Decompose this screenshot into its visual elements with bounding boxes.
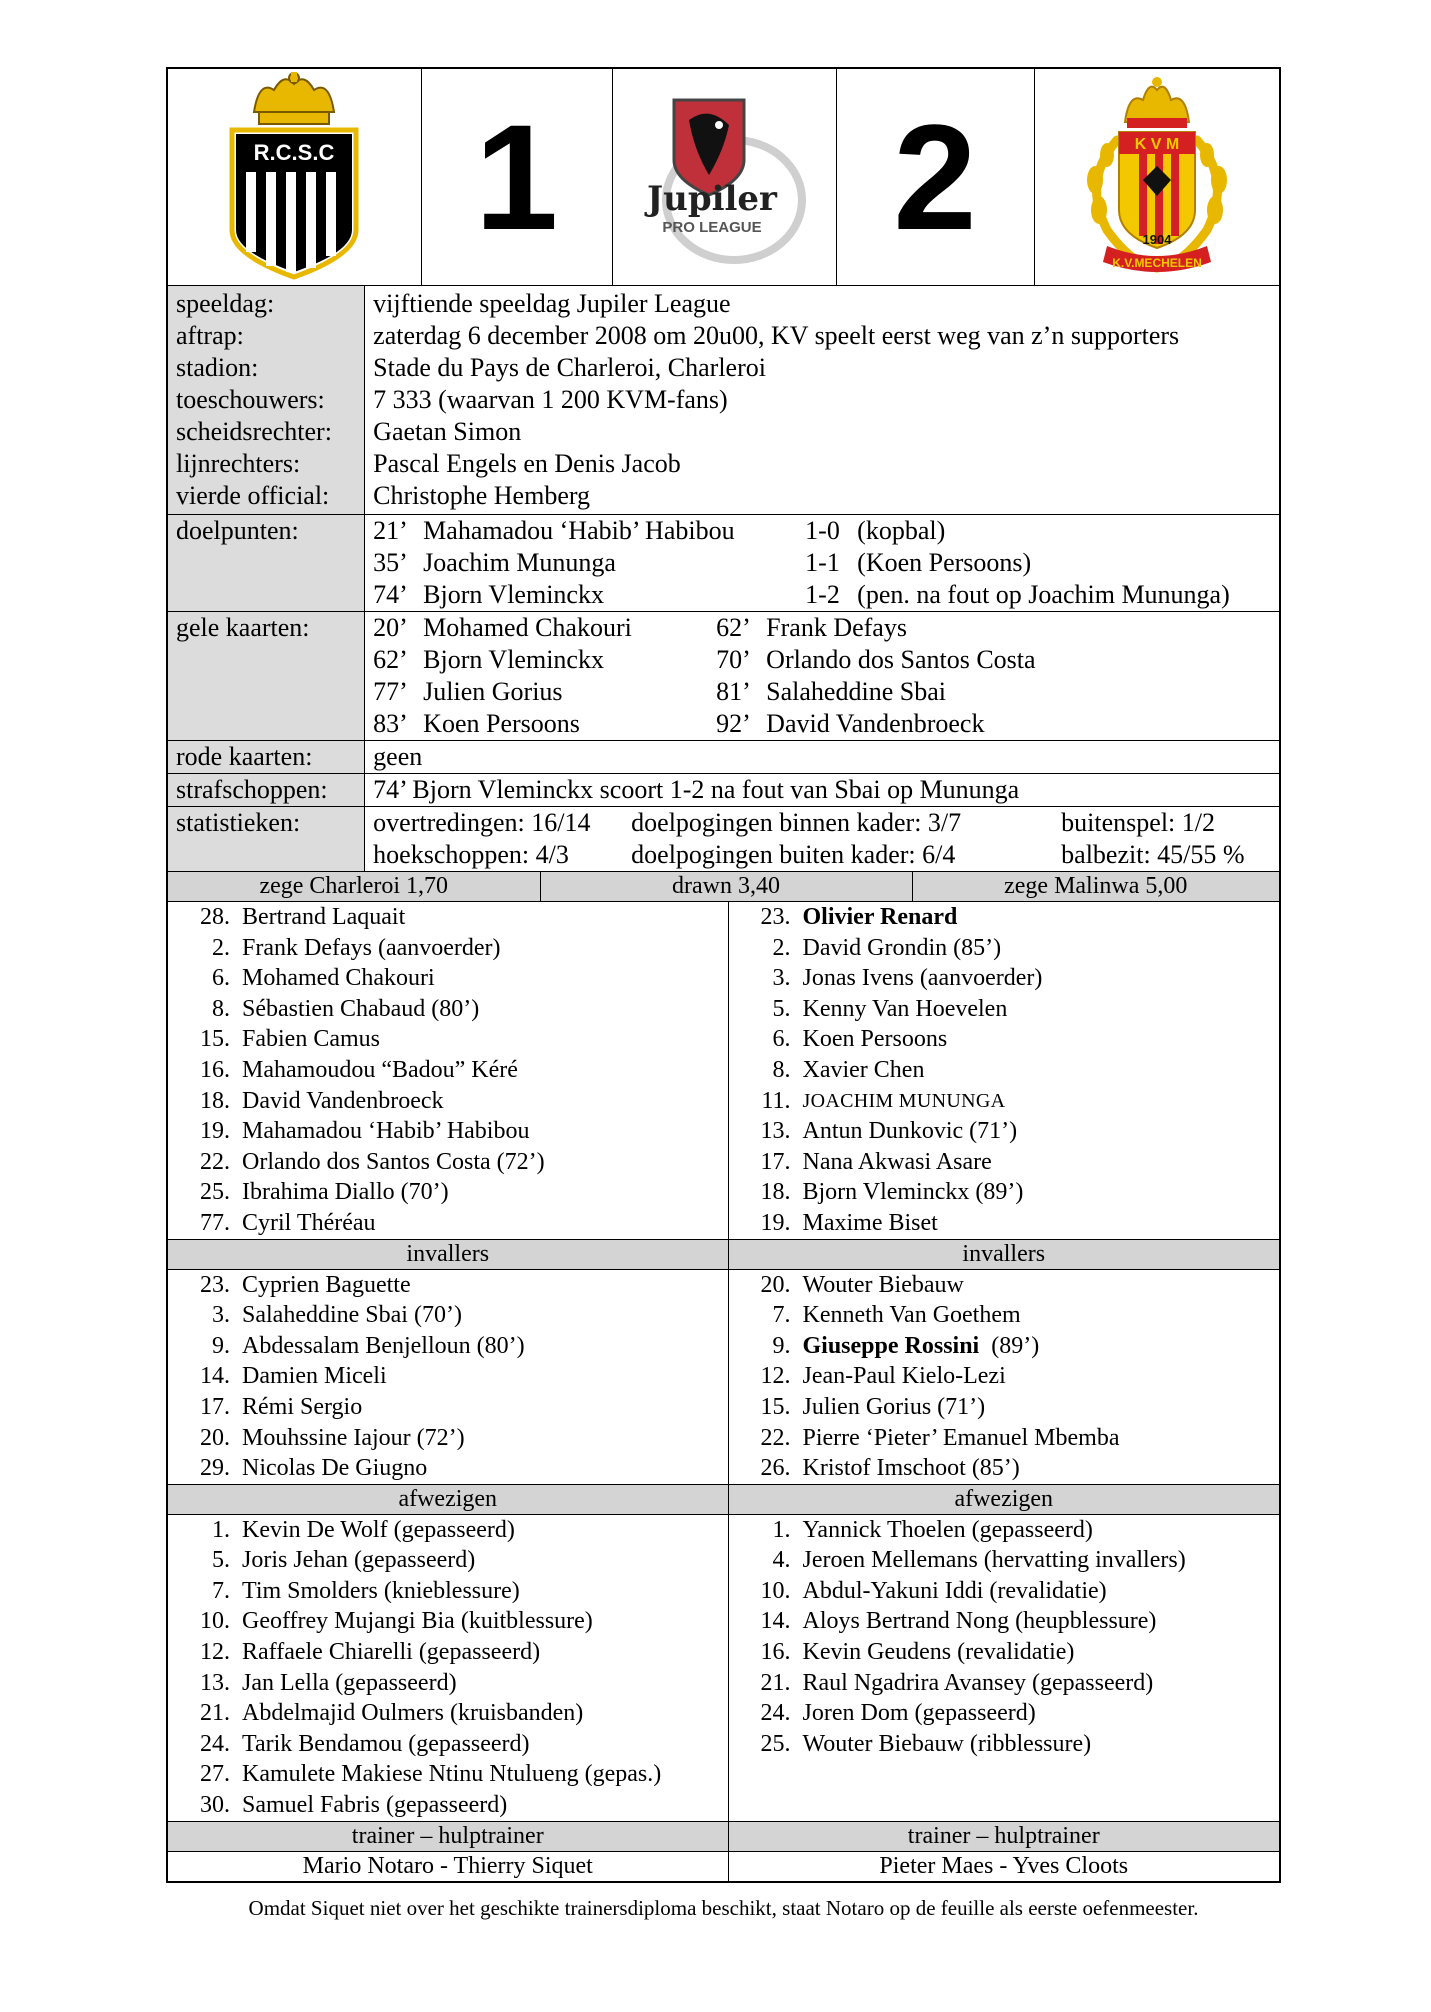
away-logo-year: 1904	[1142, 231, 1172, 247]
info-value: zaterdag 6 december 2008 om 20u00, KV speelt eerst weg van z’n supporters	[373, 321, 1180, 350]
shirt-number: 10.	[200, 1608, 230, 1635]
list-item	[168, 1576, 728, 1607]
entry-text: overtredingen: 16/14	[373, 808, 591, 837]
card-row	[373, 676, 1279, 708]
entry-text: 70’	[716, 645, 751, 674]
home-absent-header: afwezigen	[168, 1484, 728, 1514]
red-label: rode kaarten:	[176, 742, 313, 771]
stats-row	[373, 839, 1279, 871]
card-row	[373, 612, 1279, 644]
entry-text: Kamulete Makiese Ntinu Ntulueng (gepas.)	[242, 1761, 662, 1788]
entry-text: Jean-Paul Kielo-Lezi	[802, 1363, 1006, 1390]
shirt-number: 8.	[212, 995, 230, 1022]
info-value: vijftiende speeldag Jupiler League	[373, 289, 731, 318]
shirt-number: 17.	[760, 1148, 791, 1175]
entry-text: Julien Gorius (71’)	[802, 1393, 986, 1420]
list-item	[168, 1545, 728, 1576]
shirt-number: 30.	[200, 1792, 230, 1819]
list-item	[168, 1759, 728, 1790]
entry-text: Abdul-Yakuni Iddi (revalidatie)	[802, 1577, 1107, 1604]
shirt-number: 14.	[200, 1363, 230, 1390]
away-logo	[1034, 69, 1279, 285]
info-label: toeschouwers:	[176, 385, 325, 414]
entry-text: 77’	[373, 677, 408, 706]
list-item	[729, 1086, 1280, 1117]
list-item	[729, 1270, 1280, 1301]
list-item	[168, 1086, 728, 1117]
list-item	[168, 1637, 728, 1668]
entry-text: 81’	[716, 677, 751, 706]
stats-label: statistieken:	[176, 808, 301, 837]
entry-text: David Grondin (85’)	[802, 934, 1002, 961]
entry-text: Orlando dos Santos Costa (72’)	[242, 1148, 545, 1175]
shirt-number: 17.	[200, 1393, 230, 1420]
shirt-number: 3.	[212, 1302, 230, 1329]
match-sheet	[166, 67, 1281, 1883]
info-value: Gaetan Simon	[373, 417, 522, 446]
entry-text: Raffaele Chiarelli (gepasseerd)	[242, 1639, 541, 1666]
cards-block	[167, 612, 1280, 741]
list-item	[168, 1453, 728, 1484]
goals-block	[167, 515, 1280, 612]
entry-text: Olivier Renard	[802, 904, 958, 930]
info-label: lijnrechters:	[176, 449, 301, 478]
shirt-number: 28.	[200, 904, 230, 930]
penalties-value: 74’ Bjorn Vleminckx scoort 1-2 na fout van Sbai op Mununga	[373, 775, 1020, 804]
entry-text: Antun Dunkovic (71’)	[802, 1118, 1018, 1145]
league-logo-main: Jupiler	[647, 178, 777, 219]
list-item	[168, 1668, 728, 1699]
list-item	[729, 1208, 1280, 1239]
entry-text: 92’	[716, 709, 751, 738]
shirt-number: 6.	[772, 1026, 791, 1053]
away-score	[836, 69, 1034, 285]
entry-text: Jonas Ivens (aanvoerder)	[802, 965, 1043, 992]
entry-text: Wouter Biebauw (ribblessure)	[802, 1730, 1092, 1757]
list-item	[729, 1637, 1280, 1668]
shirt-number: 29.	[200, 1455, 230, 1482]
entry-text: hoekschoppen: 4/3	[373, 840, 569, 869]
card-row	[373, 708, 1279, 740]
entry-text: Samuel Fabris (gepasseerd)	[242, 1792, 508, 1819]
entry-text: Kristof Imschoot (85’)	[802, 1455, 1020, 1482]
list-item	[168, 1606, 728, 1637]
league-logo-sub: PRO LEAGUE	[662, 218, 762, 236]
entry-text: Frank Defays	[766, 613, 907, 642]
shirt-number: 13.	[200, 1669, 230, 1696]
shirt-number: 16.	[760, 1639, 791, 1666]
away-score-value: 2	[893, 93, 977, 261]
score-header	[168, 69, 1279, 285]
shirt-number: 5.	[772, 995, 791, 1022]
shirt-number: 14.	[760, 1608, 791, 1635]
entry-text: Salaheddine Sbai	[766, 677, 946, 706]
list-item	[729, 1729, 1280, 1760]
shirt-number: 12.	[200, 1639, 230, 1666]
home-logo-text: R.C.S.C	[253, 139, 335, 165]
shirt-number: 9.	[772, 1332, 791, 1359]
entry-text: Mahamadou ‘Habib’ Habibou	[242, 1118, 530, 1145]
list-item	[168, 1392, 728, 1423]
list-item	[168, 1024, 728, 1055]
entry-text: Bjorn Vleminckx	[423, 645, 604, 674]
list-item	[168, 1177, 728, 1208]
info-label: aftrap:	[176, 321, 244, 350]
footnote: Omdat Siquet niet over het geschikte trainersdiploma beschikt, staat Notaro op de feuille als eerste oefenmeester.	[248, 1896, 1199, 1920]
shirt-number: 20.	[760, 1271, 791, 1298]
entry-text: doelpogingen buiten kader: 6/4	[631, 840, 956, 869]
entry-text: Bertrand Laquait	[242, 904, 406, 930]
list-item	[168, 1147, 728, 1178]
goals-label: doelpunten:	[176, 516, 299, 545]
entry-text: (pen. na fout op Joachim Mununga)	[857, 580, 1230, 609]
entry-text: 1-1	[805, 548, 840, 577]
entry-text: Raul Ngadrira Avansey (gepasseerd)	[802, 1669, 1154, 1696]
list-item	[729, 1698, 1280, 1729]
entry-text: Abdessalam Benjelloun (80’)	[242, 1332, 525, 1359]
list-item	[729, 1453, 1280, 1484]
home-absent	[168, 1514, 728, 1821]
entry-text: Wouter Biebauw	[802, 1271, 964, 1298]
shirt-number: 18.	[200, 1087, 230, 1114]
entry-text: Mahamadou ‘Habib’ Habibou	[423, 516, 735, 545]
shirt-number: 18.	[760, 1179, 791, 1206]
entry-text: 1-2	[805, 580, 840, 609]
entry-text: Mohamed Chakouri	[242, 965, 435, 992]
shirt-number: 23.	[200, 1271, 230, 1298]
list-item	[168, 1331, 728, 1362]
list-item	[729, 994, 1280, 1025]
list-item	[168, 994, 728, 1025]
home-subs-header: invallers	[168, 1239, 728, 1269]
list-item	[729, 1576, 1280, 1607]
list-item	[168, 1729, 728, 1760]
shirt-number: 22.	[760, 1424, 791, 1451]
home-score-value: 1	[474, 93, 559, 261]
entry-text: Aloys Bertrand Nong (heupblessure)	[802, 1608, 1157, 1635]
home-score	[421, 69, 612, 285]
entry-text: Yannick Thoelen (gepasseerd)	[802, 1516, 1093, 1543]
away-logo-bottom: K.V.MECHELEN	[1111, 255, 1202, 270]
entry-text: Joren Dom (gepasseerd)	[802, 1700, 1036, 1727]
info-label: speeldag:	[176, 289, 275, 318]
stats-block	[167, 807, 1280, 872]
odds-bar	[168, 871, 1279, 901]
shirt-number: 15.	[760, 1393, 791, 1420]
entry-text: David Vandenbroeck	[766, 709, 985, 738]
list-item	[729, 1177, 1280, 1208]
list-item	[729, 902, 1280, 933]
entry-text: (kopbal)	[857, 516, 946, 545]
entry-text: Julien Gorius	[423, 677, 563, 706]
entry-text: Damien Miceli	[242, 1363, 387, 1390]
away-subs	[728, 1269, 1279, 1484]
list-item	[729, 1024, 1280, 1055]
entry-text: Abdelmajid Oulmers (kruisbanden)	[242, 1700, 584, 1727]
shirt-number: 24.	[200, 1730, 230, 1757]
entry-text: Mohamed Chakouri	[423, 613, 632, 642]
entry-text: Cyril Théréau	[242, 1209, 376, 1236]
info-block	[167, 286, 1280, 515]
list-item	[168, 1208, 728, 1239]
entry-text: 62’	[716, 613, 751, 642]
entry-text: Sébastien Chabaud (80’)	[242, 995, 480, 1022]
info-label: vierde official:	[176, 481, 330, 510]
list-item	[729, 1606, 1280, 1637]
list-item	[729, 1300, 1280, 1331]
shirt-number: 19.	[200, 1118, 230, 1145]
shirt-number: 3.	[772, 965, 791, 992]
card-row	[373, 644, 1279, 676]
list-item	[168, 1300, 728, 1331]
list-item	[729, 1515, 1280, 1546]
entry-text: Ibrahima Diallo (70’)	[242, 1179, 449, 1206]
entry-text: Rémi Sergio	[242, 1393, 363, 1420]
shirt-number: 1.	[772, 1516, 791, 1543]
list-item	[168, 1790, 728, 1821]
entry-text: JOACHIM MUNUNGA	[802, 1089, 1006, 1112]
list-item	[168, 1423, 728, 1454]
list-item	[729, 1147, 1280, 1178]
info-label: scheidsrechter:	[176, 417, 332, 446]
info-value: 7 333 (waarvan 1 200 KVM-fans)	[373, 385, 728, 414]
shirt-number: 8.	[772, 1056, 791, 1083]
entry-text: Joachim Mununga	[423, 548, 616, 577]
away-logo-text: K V M	[1134, 135, 1179, 153]
entry-text: Giuseppe Rossini	[802, 1332, 980, 1359]
entry-text: 21’	[373, 516, 408, 545]
entry-text: Koen Persoons	[802, 1026, 948, 1053]
list-item	[168, 1361, 728, 1392]
entry-text: balbezit: 45/55 %	[1061, 840, 1245, 869]
list-item	[168, 902, 728, 933]
entry-text: Salaheddine Sbai (70’)	[242, 1302, 462, 1329]
shirt-number: 21.	[760, 1669, 791, 1696]
entry-text: Bjorn Vleminckx	[423, 580, 604, 609]
shirt-number: 24.	[760, 1700, 791, 1727]
penalties-block	[167, 774, 1280, 807]
shirt-number: 7.	[212, 1577, 230, 1604]
away-absent-header: afwezigen	[728, 1484, 1279, 1514]
red-cards-block	[167, 741, 1280, 774]
info-label: stadion:	[176, 353, 259, 382]
shirt-number: 7.	[772, 1302, 791, 1329]
away-subs-header: invallers	[728, 1239, 1279, 1269]
cards-label: gele kaarten:	[176, 613, 310, 642]
list-item	[168, 1270, 728, 1301]
shirt-number: 10.	[760, 1577, 791, 1604]
entry-text: Kevin Geudens (revalidatie)	[802, 1639, 1075, 1666]
list-item	[168, 1515, 728, 1546]
entry-text: Kevin De Wolf (gepasseerd)	[242, 1516, 515, 1543]
entry-text: (89’)	[979, 1332, 1040, 1359]
entry-text: Tim Smolders (knieblessure)	[242, 1577, 520, 1604]
entry-text: Xavier Chen	[802, 1056, 925, 1083]
shirt-number: 27.	[200, 1761, 230, 1788]
entry-text: 83’	[373, 709, 408, 738]
entry-text: 1-0	[805, 516, 840, 545]
shirt-number: 2.	[212, 934, 230, 961]
list-item	[729, 1668, 1280, 1699]
shirt-number: 1.	[212, 1516, 230, 1543]
list-item	[729, 1423, 1280, 1454]
odds-home: zege Charleroi 1,70	[168, 872, 540, 902]
entry-text: Jan Lella (gepasseerd)	[242, 1669, 457, 1696]
goal-row	[373, 515, 1279, 547]
goal-row	[373, 547, 1279, 579]
home-logo	[168, 69, 421, 285]
entry-text: Geoffrey Mujangi Bia (kuitblessure)	[242, 1608, 593, 1635]
odds-draw: drawn 3,40	[540, 872, 912, 902]
list-item	[729, 1331, 1280, 1362]
entry-text: buitenspel: 1/2	[1061, 808, 1215, 837]
shirt-number: 2.	[772, 934, 791, 961]
list-item	[729, 1361, 1280, 1392]
list-item	[729, 933, 1280, 964]
info-value: Pascal Engels en Denis Jacob	[373, 449, 681, 478]
shirt-number: 22.	[200, 1148, 230, 1175]
entry-text: Orlando dos Santos Costa	[766, 645, 1036, 674]
league-logo	[612, 69, 836, 285]
entry-text: (Koen Persoons)	[857, 548, 1032, 577]
home-trainer-header: trainer – hulptrainer	[168, 1821, 728, 1851]
away-trainer: Pieter Maes - Yves Cloots	[728, 1851, 1279, 1881]
entry-text: Nicolas De Giugno	[242, 1455, 428, 1482]
list-item	[729, 1392, 1280, 1423]
entry-text: Kenny Van Hoevelen	[802, 995, 1008, 1022]
entry-text: Kenneth Van Goethem	[802, 1302, 1021, 1329]
entry-text: Bjorn Vleminckx (89’)	[802, 1179, 1024, 1206]
shirt-number: 4.	[772, 1547, 791, 1574]
shirt-number: 20.	[200, 1424, 230, 1451]
odds-away: zege Malinwa 5,00	[912, 872, 1279, 902]
home-trainer: Mario Notaro - Thierry Siquet	[168, 1851, 728, 1881]
shirt-number: 25.	[200, 1179, 230, 1206]
crown-icon	[254, 72, 334, 124]
shirt-number: 23.	[760, 904, 791, 930]
crown-icon	[1125, 77, 1189, 128]
shirt-number: 15.	[200, 1026, 230, 1053]
entry-text: Jeroen Mellemans (hervatting invallers)	[802, 1547, 1186, 1574]
shirt-number: 13.	[760, 1118, 791, 1145]
info-value: Christophe Hemberg	[373, 481, 591, 510]
entry-text: doelpogingen binnen kader: 3/7	[631, 808, 962, 837]
shirt-number: 25.	[760, 1730, 791, 1757]
entry-text: Fabien Camus	[242, 1026, 380, 1053]
entry-text: Pierre ‘Pieter’ Emanuel Mbemba	[802, 1424, 1120, 1451]
list-item	[168, 1698, 728, 1729]
entry-text: Mouhssine Iajour (72’)	[242, 1424, 465, 1451]
shirt-number: 11.	[761, 1087, 791, 1114]
entry-text: 74’	[373, 580, 408, 609]
list-item	[168, 1116, 728, 1147]
entry-text: 62’	[373, 645, 408, 674]
red-value: geen	[373, 742, 423, 771]
shirt-number: 16.	[200, 1056, 230, 1083]
entry-text: Maxime Biset	[802, 1209, 938, 1236]
entry-text: 20’	[373, 613, 408, 642]
stats-row	[373, 807, 1279, 839]
shirt-number: 19.	[760, 1209, 791, 1236]
shirt-number: 77.	[200, 1209, 230, 1236]
entry-text: Koen Persoons	[423, 709, 580, 738]
entry-text: Frank Defays (aanvoerder)	[242, 934, 501, 961]
home-lineup	[168, 902, 728, 1240]
entry-text: Tarik Bendamou (gepasseerd)	[242, 1730, 530, 1757]
entry-text: Mahamoudou “Badou” Kéré	[242, 1056, 518, 1083]
entry-text: Joris Jehan (gepasseerd)	[242, 1547, 476, 1574]
home-subs	[168, 1269, 728, 1484]
penalties-label: strafschoppen:	[176, 775, 328, 804]
list-item	[729, 1055, 1280, 1086]
list-item	[729, 1545, 1280, 1576]
list-item	[168, 933, 728, 964]
entry-text: 35’	[373, 548, 408, 577]
list-item	[729, 963, 1280, 994]
list-item	[168, 1055, 728, 1086]
shirt-number: 6.	[212, 965, 230, 992]
entry-text: David Vandenbroeck	[242, 1087, 444, 1114]
match-table	[166, 67, 1281, 1883]
entry-text: Nana Akwasi Asare	[802, 1148, 992, 1175]
shirt-number: 12.	[760, 1363, 791, 1390]
shirt-number: 21.	[200, 1700, 230, 1727]
shirt-number: 9.	[212, 1332, 230, 1359]
away-absent	[728, 1514, 1279, 1821]
entry-text: Cyprien Baguette	[242, 1271, 411, 1298]
info-value: Stade du Pays de Charleroi, Charleroi	[373, 353, 766, 382]
list-item	[729, 1116, 1280, 1147]
away-lineup	[728, 902, 1279, 1240]
goal-row	[373, 579, 1279, 611]
lineups	[168, 901, 1279, 1881]
shirt-number: 5.	[212, 1547, 230, 1574]
shirt-number: 26.	[760, 1455, 791, 1482]
away-trainer-header: trainer – hulptrainer	[728, 1821, 1279, 1851]
list-item	[168, 963, 728, 994]
